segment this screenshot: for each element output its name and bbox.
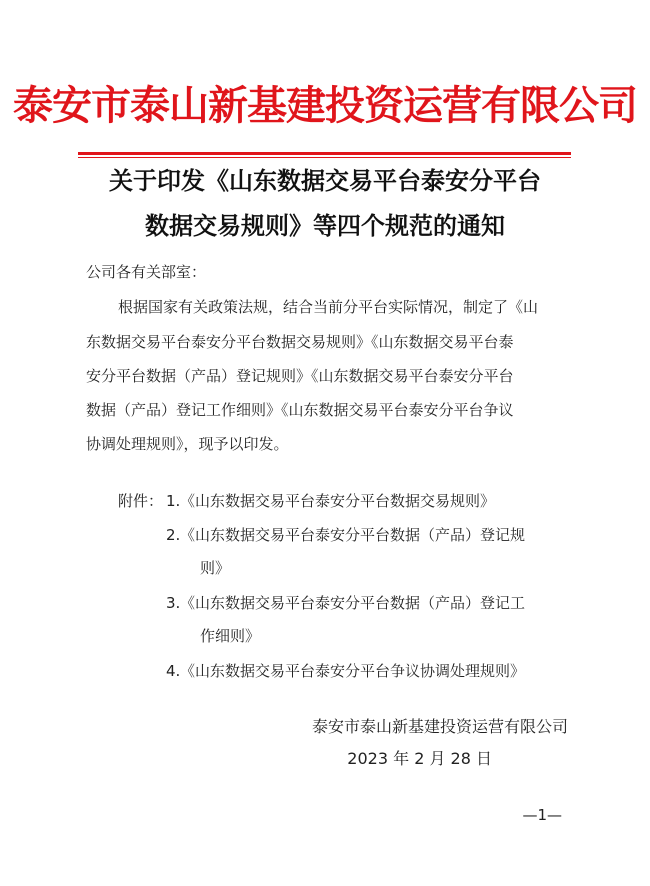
masthead: 泰安市泰山新基建投资运营有限公司 xyxy=(13,82,637,129)
attachment-4-line-1: 《山东数据交易平台泰安分平台争议协调处理规则》 xyxy=(180,662,526,680)
attachment-3-number: 3. xyxy=(166,594,181,612)
signature-organization: 泰安市泰山新基建投资运营有限公司 xyxy=(311,717,568,736)
red-rule-thin xyxy=(78,157,571,158)
attachment-4-number: 4. xyxy=(166,662,181,680)
red-rule-thick xyxy=(78,152,571,155)
attachment-3-line-2: 作细则》 xyxy=(200,627,261,645)
attachment-2-line-2: 则》 xyxy=(200,559,231,577)
body-line-5: 协调处理规则》，现予以印发。 xyxy=(86,435,289,453)
document-title-line-2: 数据交易规则》等四个规范的通知 xyxy=(145,211,505,240)
body-line-4: 数据（产品）登记工作细则》《山东数据交易平台泰安分平台争议 xyxy=(86,401,514,419)
attachment-2-number: 2. xyxy=(166,526,181,544)
body-line-3: 安分平台数据（产品）登记规则》《山东数据交易平台泰安分平台 xyxy=(86,367,514,385)
attachment-3-line-1: 《山东数据交易平台泰安分平台数据（产品）登记工 xyxy=(180,594,526,612)
attachments-label: 附件： xyxy=(118,492,164,510)
page-number: —1— xyxy=(522,806,562,824)
attachment-1-line-1: 《山东数据交易平台泰安分平台数据交易规则》 xyxy=(180,492,496,510)
attachment-1-number: 1. xyxy=(166,492,181,510)
salutation: 公司各有关部室： xyxy=(86,263,207,281)
document-title-line-1: 关于印发《山东数据交易平台泰安分平台 xyxy=(109,166,541,195)
signature-date: 2023 年 2 月 28 日 xyxy=(347,749,492,768)
body-line-1: 根据国家有关政策法规，结合当前分平台实际情况，制定了《山 xyxy=(118,298,539,316)
attachment-2-line-1: 《山东数据交易平台泰安分平台数据（产品）登记规 xyxy=(180,526,526,544)
body-line-2: 东数据交易平台泰安分平台数据交易规则》《山东数据交易平台泰 xyxy=(86,333,514,351)
